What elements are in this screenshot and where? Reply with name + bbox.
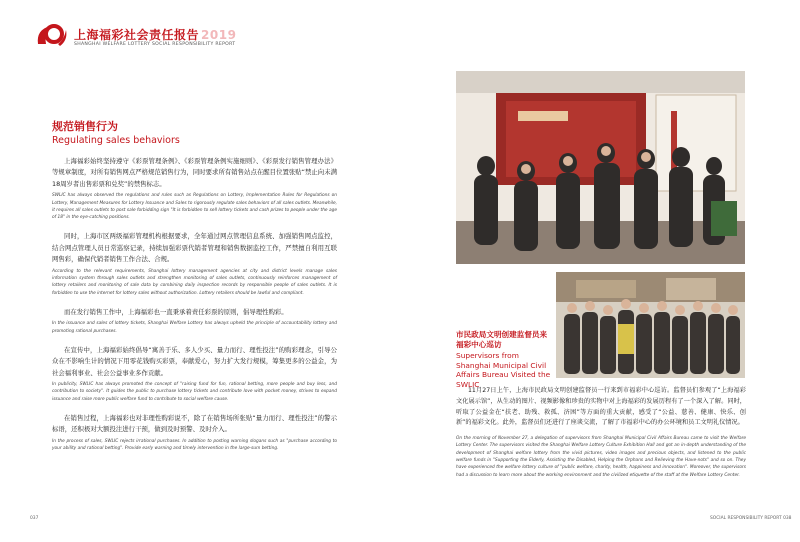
paragraph-block — [52, 345, 337, 403]
paragraph-zh: 同时，上海市区两级福彩管理机构根据要求，全年通过网点管理信息系统、加强销售网点监控，结合网点管理人员日常巡察记录，持续加强彩票代销者管理和销售数据监控工作，严禁擅自利用互联网售彩，确保代销者销售工作合法、合规。 — [52, 232, 337, 264]
page-number-left: 037 — [30, 516, 39, 521]
paragraph-zh: 上海福彩始终坚持遵守《彩票管理条例》、《彩票管理条例实施细则》、《彩票发行销售管理办法》等规章制度，对所有销售网点严格规范销售行为，同时要求所有销售站点在醒目位置张贴“禁止向未满18周岁者出售彩票和兑奖”的禁售标志。 — [52, 157, 337, 188]
report-subtitle: SHANGHAI WELFARE LOTTERY SOCIAL RESPONSIBILITY REPORT — [74, 42, 236, 47]
page-number-right: SOCIAL RESPONSIBILITY REPORT 038 — [710, 516, 792, 521]
paragraph-block — [52, 231, 337, 296]
paragraph-zh: 11月27日上午，上海市民政局文明创建监督员一行来到市福彩中心巡访。监督员们参观了“上海福彩文化展示馆”，从生动的图片、视频影像和珍贵的实物中对上海福彩的发展历程有了一个深入了解。同时，听取了公益金在“扶老、助残、救孤、济困”等方面的重大贡献，感受了“公益、慈善、健康、快乐、创新”的福彩文化。此外，监督员们还进行了座谈交流，了解了市福彩中心的办公环境和员工文明礼仪情况。 — [456, 387, 746, 427]
paragraph-en: In the process of sales, SWLIC rejects irrational purchases. In addition to posting warning slogans such as "purchase according to your ability and rational betting". Provide early warning and timely intervention in the large-sum betting. — [52, 438, 337, 452]
paragraph-zh: 在宣传中，上海福彩始终倡导“寓善于乐、多人少买、量力而行、理性投注”的购彩理念，引导公众在不影响生计的情况下用零花钱购买彩票，奉献爱心，努力扩大发行规模，筹集更多的公益金，为社会福利事业、社会公益事业多作贡献。 — [52, 345, 337, 377]
section-heading-zh: 规范销售行为 — [52, 120, 118, 133]
paragraph-zh: 在销售过程，上海福彩也对非理性购彩说不，除了在销售场所张贴“量力而行、理性投注”的警示标语，还积极对大额投注进行干预，做到及时预警、及时介入。 — [52, 413, 337, 434]
report-title: 上海福彩社会责任报告 2019 — [74, 28, 237, 42]
photo-group — [556, 272, 745, 378]
paragraph-zh: 而在发行销售工作中，上海福彩也一直秉承着责任彩票的原则，倡导理性购彩。 — [64, 307, 288, 316]
paragraph-en: According to the relevant requirements, Shanghai lottery management agencies at city and district levels manage sales information system through sales outlets and strengthen monitoring of sales outlets, continuously reinforces management of lottery retailers and monitoring of sale data by combining daily inspection records by responsible people of sales outlets. It is forbidden to use the internet for lottery sales without authorization. Lottery retailers should be lawful and compliant. — [52, 268, 337, 296]
right-heading-zh: 市民政局文明创建监督员来福彩中心巡访 — [456, 330, 548, 349]
paragraph-block — [52, 413, 337, 452]
right-heading-en: Supervisors from Shanghai Municipal Civil Affairs Bureau Visited the SWLIC — [456, 351, 551, 389]
left-column — [52, 120, 337, 462]
paragraph-block — [52, 307, 337, 335]
paragraph-en: In publicity, SWLIC has always promoted the concept of "raising fund for fun, rational betting, more people and buy less, and contribution to society". It guides the public to purchase lottery tickets and contribute love with pocket money, strives to expand issuance and raise more public welfare fund to contribute to social welfare cause. — [52, 382, 337, 402]
welfare-lottery-logo — [34, 22, 68, 48]
right-body — [456, 386, 746, 479]
paragraph-en: SWLIC has always observed the regulations and rules such as Regulations on Lottery, Implementation Rules for Regulations on Lottery, Management Measures for Lottery Issuance and Sales to rigorously regulate sales behaviors of all sales outlets. Meanwhile, it requires all sales outlets to post sale forbidding sign "It is forbidden to sell lottery tickets and cash prizes to people under the age of 18" in the eye-catching positions. — [52, 193, 337, 221]
report-year: 2019 — [201, 28, 237, 42]
photo-exhibition-visit — [456, 71, 745, 264]
paragraph-en: On the morning of November 27, a delegation of supervisors from Shanghai Municipal Civil Affairs Bureau came to visit the Welfare Lottery Center. The supervisors visited the Shanghai Welfare Lottery Culture Exhibition Hall and got an in-depth understanding of the development of Shanghai welfare lottery from the vivid pictures, video images and precious objects, and listened to the public welfare funds in "Supporting the Elderly, Assisting the Disabled, Helping the Orphans and Relieving the Have-nots" and so on. They have experienced the welfare lottery culture of "public welfare, charity, health, happiness and innovation". Moreover, the supervisors had a discussion to learn more about the working environment and the civilized etiquette of the staff at the Welfare Lottery Center. — [456, 436, 746, 478]
paragraph-block — [52, 156, 337, 221]
paragraph-en: In the issuance and sales of lottery tickets, Shanghai Welfare Lottery has always upheld the principle of accountability lottery and promoting rational purchases. — [52, 321, 337, 334]
right-section-heading — [456, 330, 551, 389]
section-heading-en: Regulating sales behaviors — [52, 135, 180, 146]
